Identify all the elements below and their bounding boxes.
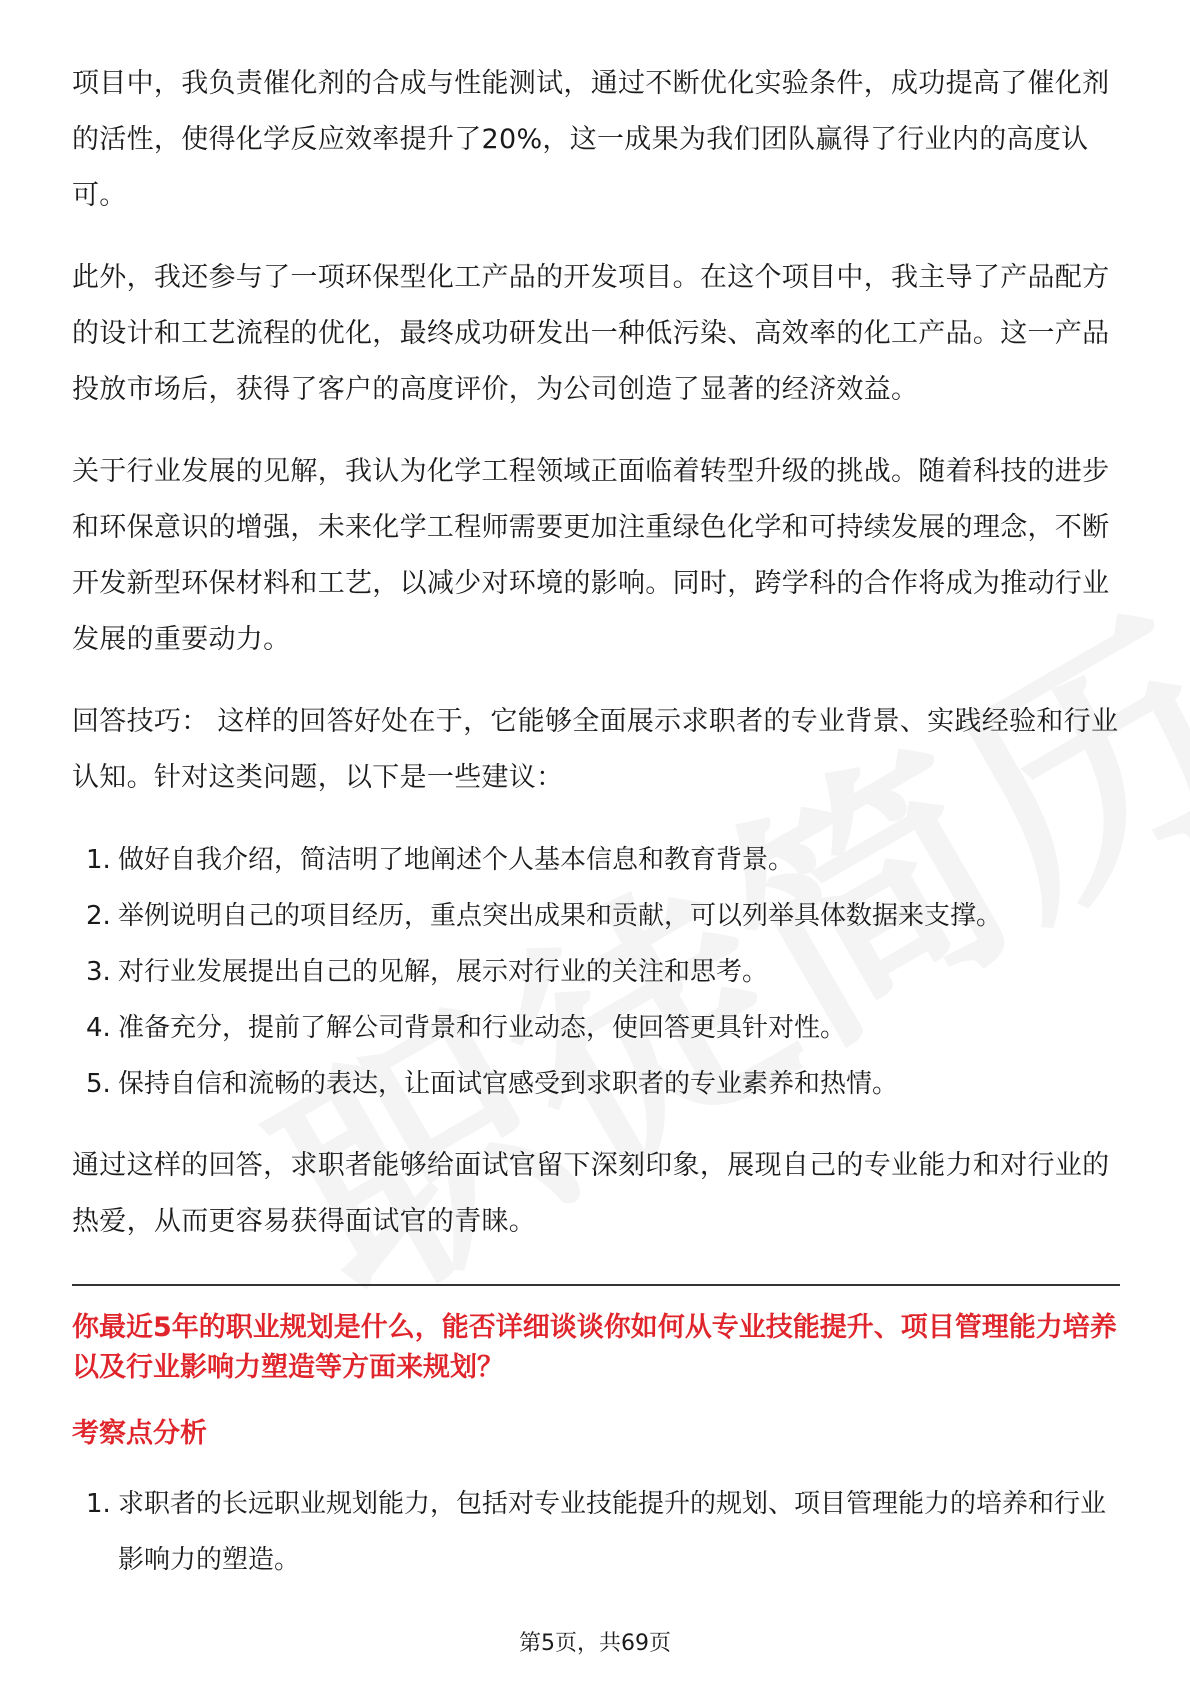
answer-tips-label: 回答技巧：: [72, 706, 209, 737]
paragraph-answer-tips: [72, 694, 1120, 806]
list-item-text: 准备充分，提前了解公司背景和行业动态，使回答更具针对性。: [118, 1013, 847, 1043]
analysis-list: [72, 1476, 1120, 1588]
paragraph-eco-project: 此外，我还参与了一项环保型化工产品的开发项目。在这个项目中，我主导了产品配方的设计和工艺流程的优化，最终成功研发出一种低污染、高效率的化工产品。这一产品投放市场后，获得了客户的高度评价，为公司创造了显著的经济效益。: [72, 262, 1110, 405]
list-number: 2.: [86, 901, 111, 931]
list-item-text: 举例说明自己的项目经历，重点突出成果和贡献，可以列举具体数据来支撑。: [118, 901, 1003, 931]
list-number: 4.: [86, 1013, 111, 1043]
page-number: 第5页，共69页: [519, 1631, 671, 1656]
list-item-text: 对行业发展提出自己的见解，展示对行业的关注和思考。: [118, 957, 769, 987]
interview-question: 你最近5年的职业规划是什么，能否详细谈谈你如何从专业技能提升、项目管理能力培养以及行业影响力塑造等方面来规划？: [72, 1312, 1117, 1383]
list-number: 3.: [86, 957, 111, 987]
answer-tips-text: 这样的回答好处在于，它能够全面展示求职者的专业背景、实践经验和行业认知。针对这类问题，以下是一些建议：: [72, 706, 1119, 793]
list-item-text: 求职者的长远职业规划能力，包括对专业技能提升的规划、项目管理能力的培养和行业影响力的塑造。: [118, 1489, 1107, 1575]
paragraph-conclusion: 通过这样的回答，求职者能够给面试官留下深刻印象，展现自己的专业能力和对行业的热爱，从而更容易获得面试官的青睐。: [72, 1150, 1110, 1237]
paragraph-project: 项目中，我负责催化剂的合成与性能测试，通过不断优化实验条件，成功提高了催化剂的活性，使得化学反应效率提升了20%，这一成果为我们团队赢得了行业内的高度认可。: [72, 68, 1110, 211]
list-item: [72, 1056, 1120, 1112]
list-item: [72, 888, 1120, 944]
list-item: [72, 1000, 1120, 1056]
list-item-text: 保持自信和流畅的表达，让面试官感受到求职者的专业素养和热情。: [118, 1069, 899, 1099]
list-item: [72, 944, 1120, 1000]
section-divider: [72, 1284, 1120, 1286]
list-number: 1.: [86, 845, 111, 875]
list-item: [72, 1476, 1120, 1588]
content: [72, 56, 1120, 1588]
paragraph-industry-view: 关于行业发展的见解，我认为化学工程领域正面临着转型升级的挑战。随着科技的进步和环保意识的增强，未来化学工程师需要更加注重绿色化学和可持续发展的理念，不断开发新型环保材料和工艺，以减少对环境的影响。同时，跨学科的合作将成为推动行业发展的重要动力。: [72, 456, 1110, 655]
list-item: [72, 832, 1120, 888]
analysis-heading: 考察点分析: [72, 1418, 207, 1449]
list-item-text: 做好自我介绍，简洁明了地阐述个人基本信息和教育背景。: [118, 845, 795, 875]
list-number: 1.: [86, 1489, 111, 1519]
list-number: 5.: [86, 1069, 111, 1099]
tips-list: [72, 832, 1120, 1112]
